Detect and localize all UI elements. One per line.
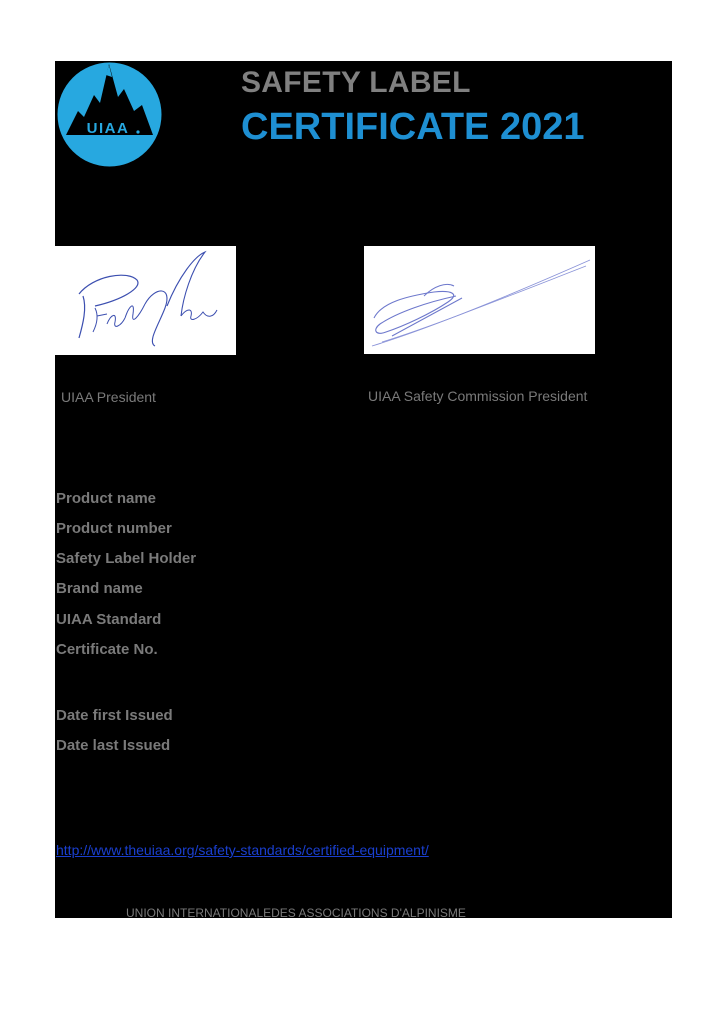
commission-president-label: UIAA Safety Commission President — [368, 388, 588, 404]
logo-text: UIAA — [86, 120, 130, 137]
field-certificate-number: Certificate No. — [56, 641, 158, 658]
field-product-number: Product number — [56, 520, 172, 537]
president-signature — [55, 246, 236, 355]
president-label: UIAA President — [61, 389, 156, 405]
uiaa-logo — [56, 61, 163, 168]
field-date-last-issued: Date last Issued — [56, 737, 171, 754]
field-brand-name: Brand name — [56, 580, 143, 597]
field-safety-label-holder: Safety Label Holder — [56, 550, 197, 567]
footer-organization-name: UNION INTERNATIONALEDES ASSOCIATIONS D'ALPINISME — [126, 906, 466, 920]
field-date-first-issued: Date first Issued — [56, 707, 173, 724]
field-uiaa-standard: UIAA Standard — [56, 611, 162, 628]
field-product-name: Product name — [56, 490, 157, 507]
certified-equipment-link[interactable]: http://www.theuiaa.org/safety-standards/certified-equipment/ — [56, 842, 429, 858]
title-safety-label: SAFETY LABEL — [241, 66, 471, 99]
title-certificate-year: CERTIFICATE 2021 — [241, 106, 585, 148]
commission-president-signature — [364, 246, 595, 354]
